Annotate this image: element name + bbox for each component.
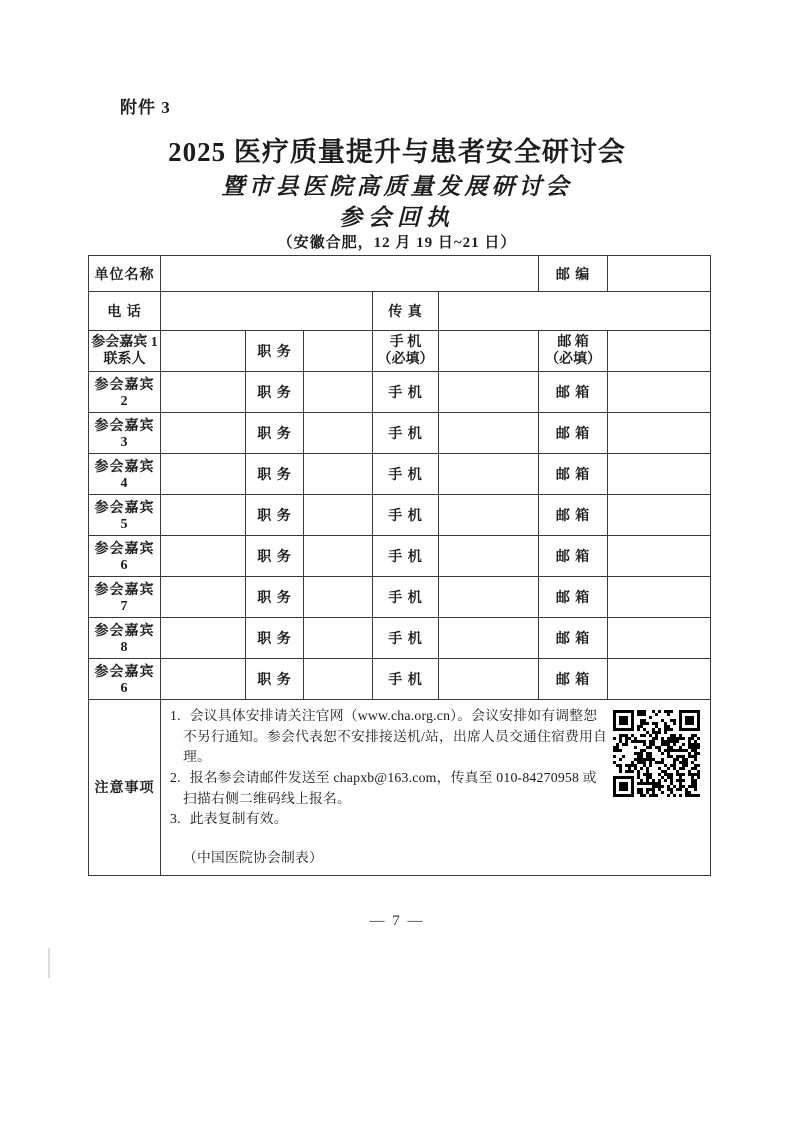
mobile-field [439, 372, 539, 413]
guest-name-field [161, 495, 246, 536]
mobile-label: 手 机 [373, 495, 439, 536]
duty-field [304, 372, 373, 413]
guest-name-field [161, 536, 246, 577]
attachment-label: 附件 3 [120, 98, 171, 117]
guest-label: 参会嘉宾 4 [89, 454, 161, 495]
email-label: 邮 箱 [539, 495, 608, 536]
notes-content-cell [161, 700, 711, 876]
email-label: 邮 箱 [539, 454, 608, 495]
mobile-field [439, 495, 539, 536]
guest-row-4 [89, 454, 711, 495]
document-title: 2025 医疗质量提升与患者安全研讨会 [168, 137, 626, 167]
email-label: 邮 箱 [539, 659, 608, 700]
fax-label: 传 真 [373, 292, 439, 331]
email-field [608, 413, 711, 454]
duty-label: 职 务 [246, 454, 304, 495]
venue-date-line: （安徽合肥，12 月 19 日~21 日） [277, 235, 517, 251]
note-item-3: 3. 此表复制有效。 [170, 811, 288, 827]
mobile-label: 手 机 （必填） [373, 331, 439, 372]
email-label: 邮 箱 [539, 536, 608, 577]
mobile-label: 手 机 [373, 577, 439, 618]
guest-label: 参会嘉宾 7 [89, 577, 161, 618]
mobile-field [439, 659, 539, 700]
guest-name-field [161, 372, 246, 413]
email-field [608, 536, 711, 577]
guest-label: 参会嘉宾 6 [89, 659, 161, 700]
guest-row-6 [89, 536, 711, 577]
mobile-label: 手 机 [373, 618, 439, 659]
mobile-label: 手 机 [373, 413, 439, 454]
duty-label: 职 务 [246, 331, 304, 372]
email-label: 邮 箱 [539, 372, 608, 413]
guest-name-field [161, 618, 246, 659]
note-item-1: 1. 会议具体安排请关注官网（www.cha.org.cn）。会议安排如有调整恕不另行通知。参会代表恕不安排接送机/站，出席人员交通住宿费用自理。 [170, 708, 607, 765]
duty-field [304, 495, 373, 536]
notes-list [170, 706, 607, 869]
email-label: 邮 箱 （必填） [539, 331, 608, 372]
duty-label: 职 务 [246, 372, 304, 413]
email-label: 邮 箱 [539, 577, 608, 618]
qr-code [613, 710, 700, 797]
email-label: 邮 箱 [539, 618, 608, 659]
duty-field [304, 659, 373, 700]
guest-row-9 [89, 659, 711, 700]
guest-row-1 [89, 331, 711, 372]
email-field [608, 577, 711, 618]
email-field [608, 331, 711, 372]
duty-label: 职 务 [246, 659, 304, 700]
scan-artifact [48, 948, 50, 978]
unit-name-label: 单位名称 [89, 256, 161, 292]
guest-label: 参会嘉宾 8 [89, 618, 161, 659]
reply-form-title: 参会回执 [339, 205, 455, 230]
unit-name-field [161, 256, 539, 292]
mobile-field [439, 413, 539, 454]
email-label: 邮 箱 [539, 413, 608, 454]
mobile-label: 手 机 [373, 536, 439, 577]
mobile-field [439, 577, 539, 618]
guest-label: 参会嘉宾 1 联系人 [89, 331, 161, 372]
email-field [608, 495, 711, 536]
guest-label: 参会嘉宾 2 [89, 372, 161, 413]
guest-name-field [161, 331, 246, 372]
email-field [608, 618, 711, 659]
postcode-label: 邮 编 [539, 256, 608, 292]
phone-fax-row [89, 292, 711, 331]
duty-field [304, 577, 373, 618]
guest-row-3 [89, 413, 711, 454]
guest-label: 参会嘉宾 5 [89, 495, 161, 536]
guest-name-field [161, 659, 246, 700]
duty-field [304, 413, 373, 454]
duty-label: 职 务 [246, 413, 304, 454]
mobile-label: 手 机 [373, 454, 439, 495]
postcode-field [608, 256, 711, 292]
duty-field [304, 454, 373, 495]
mobile-label: 手 机 [373, 659, 439, 700]
email-field [608, 454, 711, 495]
guest-row-2 [89, 372, 711, 413]
duty-field [304, 618, 373, 659]
guest-name-field [161, 413, 246, 454]
note-item-2: 2. 报名参会请邮件发送至 chapxb@163.com，传真至 010-84270958 或扫描右侧二维码线上报名。 [170, 770, 597, 806]
email-field [608, 372, 711, 413]
duty-label: 职 务 [246, 577, 304, 618]
mobile-field [439, 618, 539, 659]
registration-form-table [88, 255, 711, 876]
notes-label: 注意事项 [89, 700, 161, 876]
mobile-label: 手 机 [373, 372, 439, 413]
mobile-field [439, 331, 539, 372]
document-subtitle: 暨市县医院高质量发展研讨会 [221, 174, 573, 199]
mobile-field [439, 536, 539, 577]
page-number: — 7 — [369, 913, 425, 929]
unit-name-row [89, 256, 711, 292]
guest-row-7 [89, 577, 711, 618]
guest-row-8 [89, 618, 711, 659]
notes-row [89, 700, 711, 876]
phone-field [161, 292, 373, 331]
guest-name-field [161, 454, 246, 495]
phone-label: 电 话 [89, 292, 161, 331]
guest-name-field [161, 577, 246, 618]
duty-field [304, 536, 373, 577]
guest-label: 参会嘉宾 3 [89, 413, 161, 454]
duty-label: 职 务 [246, 495, 304, 536]
guest-label: 参会嘉宾 6 [89, 536, 161, 577]
duty-label: 职 务 [246, 618, 304, 659]
duty-label: 职 务 [246, 536, 304, 577]
email-field [608, 659, 711, 700]
fax-field [439, 292, 711, 331]
duty-field [304, 331, 373, 372]
table-maker-note: （中国医院协会制表） [183, 850, 323, 866]
guest-row-5 [89, 495, 711, 536]
mobile-field [439, 454, 539, 495]
